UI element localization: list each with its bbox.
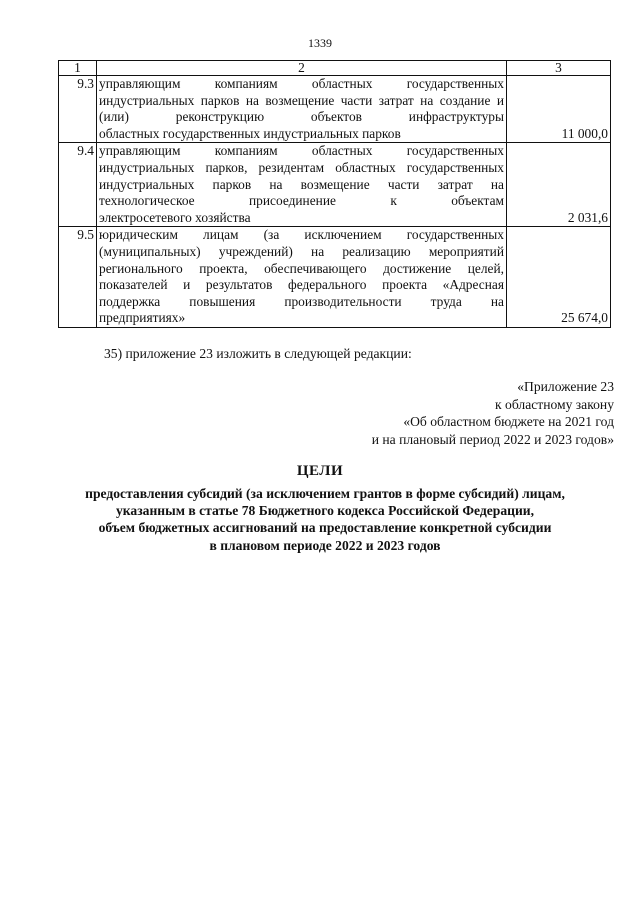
row-description	[97, 76, 507, 143]
description-line: государственных индустриальных парков на возмещение	[99, 159, 504, 192]
description-line: юридическим лицам (за исключением государственных	[99, 227, 504, 243]
description-line: части затрат на технологическое присоединение к объектам	[99, 176, 504, 209]
column-header-1: 1	[59, 61, 97, 76]
description-last-line: электросетевого хозяйства	[99, 209, 251, 225]
table-row	[59, 143, 611, 227]
table-header-row	[59, 61, 611, 76]
column-header-2: 2	[97, 61, 507, 76]
description-line: показателей и результатов федерального проекта «Адресная	[99, 277, 504, 293]
column-header-3: 3	[507, 61, 611, 76]
description-line: регионального проекта, обеспечивающего достижение целей,	[99, 260, 504, 276]
description-line: управляющим компаниям областных государственных	[99, 76, 504, 91]
description-line: управляющим компаниям областных государственных	[99, 143, 504, 159]
row-number: 9.5	[59, 227, 97, 328]
appendix-header	[372, 378, 614, 448]
table-row	[59, 227, 611, 328]
appendix-line: и на плановый период 2022 и 2023 годов»	[371, 431, 614, 447]
document-title: ЦЕЛИ	[296, 463, 344, 479]
description-line: поддержка повышения производительности труда на	[99, 293, 504, 309]
description-line: создание и (или) реконструкцию объектов инфраструктуры	[99, 92, 504, 125]
subtitle-line: в плановом периоде 2022 и 2023 годов	[209, 537, 441, 553]
description-line: индустриальных парков на возмещение части затрат на	[99, 92, 434, 108]
description-last-line: предприятиях»	[99, 310, 186, 326]
row-number: 9.3	[59, 76, 97, 143]
row-number: 9.4	[59, 143, 97, 227]
description-line: индустриальных парков, резидентам областных	[99, 159, 396, 175]
row-amount: 2 031,6	[507, 143, 611, 227]
subtitle-line: объем бюджетных ассигнований на предоставление конкретной субсидии	[98, 520, 552, 536]
subsidy-table	[58, 60, 611, 328]
appendix-line: «Об областном бюджете на 2021 год	[403, 414, 614, 429]
appendix-line: «Приложение 23	[517, 379, 614, 394]
description-line: (муниципальных) учреждений) на реализацию мероприятий	[99, 243, 504, 259]
page-number: 1339	[308, 36, 332, 50]
row-description	[97, 227, 507, 328]
amendment-paragraph: 35) приложение 23 изложить в следующей редакции:	[104, 346, 412, 361]
row-amount: 25 674,0	[507, 227, 611, 328]
row-description	[97, 143, 507, 227]
document-subtitle	[40, 485, 610, 554]
appendix-line: к областному закону	[495, 396, 614, 412]
description-last-line: областных государственных индустриальных парков	[99, 125, 401, 141]
subtitle-line: предоставления субсидий (за исключением грантов в форме субсидий) лицам,	[85, 486, 565, 501]
row-amount: 11 000,0	[507, 76, 611, 143]
table-row	[59, 76, 611, 143]
subtitle-line: указанным в статье 78 Бюджетного кодекса Российской Федерации,	[115, 503, 535, 519]
